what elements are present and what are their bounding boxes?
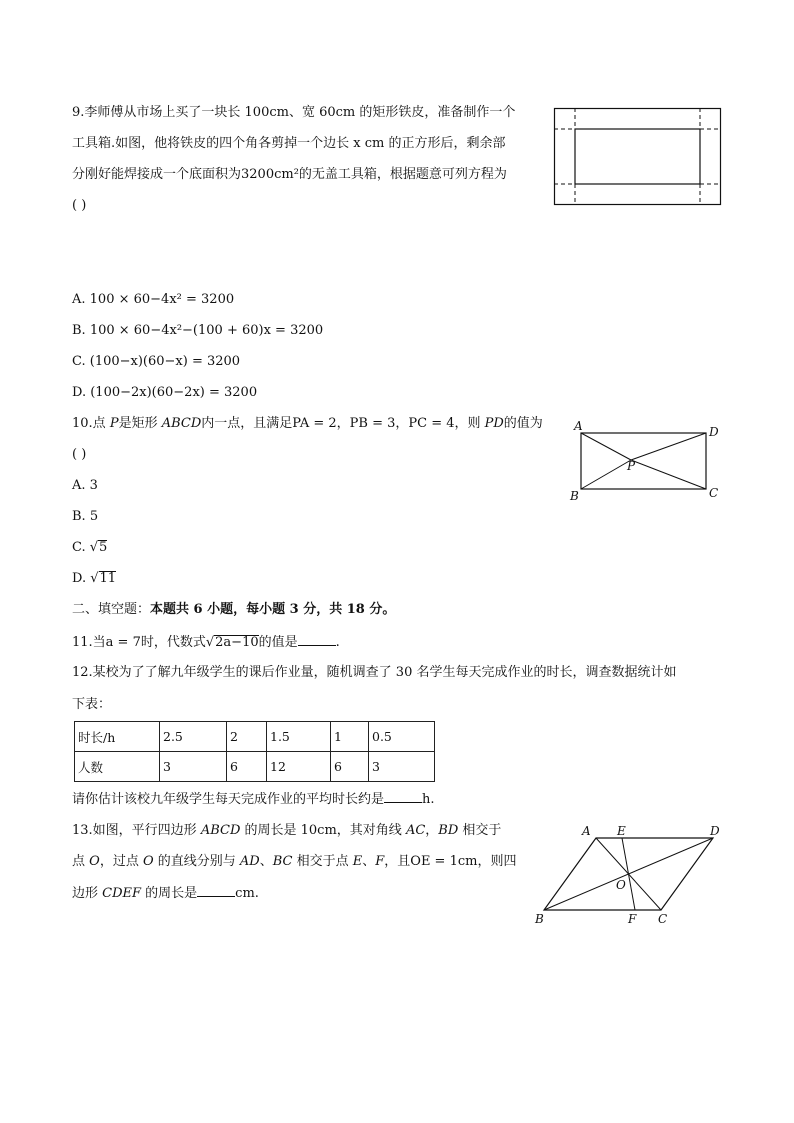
q9-option-a: A. 100 × 60−4x² = 3200 bbox=[72, 292, 235, 307]
q11-answer-blank bbox=[298, 633, 336, 646]
q11-suffix: 的值是 bbox=[258, 635, 298, 650]
q13-text: 、 bbox=[362, 854, 376, 869]
table-cell: 6 bbox=[227, 752, 267, 782]
q13-line-1 bbox=[72, 822, 501, 840]
q10-rect-abcd bbox=[581, 433, 706, 489]
q13-text: E bbox=[352, 854, 363, 869]
q10-option-c-radicand: 5 bbox=[99, 540, 108, 555]
table-row bbox=[75, 752, 435, 782]
q13-text: 13.如图，平行四边形 bbox=[72, 823, 201, 838]
q13-segment-ef bbox=[622, 838, 635, 910]
q10-option-c-prefix: C. bbox=[72, 540, 90, 555]
q13-text: O bbox=[142, 854, 154, 869]
q13-label-b: B bbox=[535, 912, 544, 926]
q13-text: ， bbox=[425, 823, 439, 838]
table-cell: 3 bbox=[160, 752, 227, 782]
q10-option-d-prefix: D. bbox=[72, 571, 91, 586]
q10-figure-rectangle bbox=[568, 418, 728, 508]
q13-text: BC bbox=[272, 854, 293, 869]
q13-text: CDEF bbox=[102, 886, 142, 901]
q10-segment-pc bbox=[631, 460, 706, 489]
q10-label-d: D bbox=[709, 425, 719, 439]
q10-stem-abcd: ABCD bbox=[161, 416, 202, 431]
q13-label-d: D bbox=[710, 824, 720, 838]
q13-figure-parallelogram bbox=[530, 820, 725, 930]
q9-line-1: 9.李师傅从市场上买了一块长 100cm、宽 60cm 的矩形铁皮，准备制作一个 bbox=[72, 105, 516, 120]
q13-text: 的直线分别与 bbox=[153, 854, 240, 869]
q13-text: 边形 bbox=[72, 886, 103, 901]
q12-line-2: 下表： bbox=[72, 697, 112, 712]
q9-line-2: 工具箱.如图，他将铁皮的四个角各剪掉一个边长 x cm 的正方形后，剩余部 bbox=[72, 136, 506, 151]
q10-label-a: A bbox=[574, 419, 583, 433]
q9-paren: ( ) bbox=[72, 198, 87, 213]
q10-segment-pa bbox=[581, 433, 631, 460]
q10-stem-mid2: 内一点，且满足PA = 2，PB = 3，PC = 4，则 bbox=[201, 416, 485, 431]
q13-label-e: E bbox=[617, 824, 626, 838]
table-cell: 6 bbox=[331, 752, 369, 782]
q10-option-d-radical: √ bbox=[90, 571, 99, 586]
q13-text: 相交于 bbox=[458, 823, 502, 838]
q13-text: F bbox=[375, 854, 385, 869]
q11-end: . bbox=[335, 635, 340, 650]
q10-option-c bbox=[72, 539, 107, 557]
table-cell: 2 bbox=[227, 722, 267, 752]
table-row bbox=[75, 722, 435, 752]
q11-stem bbox=[72, 633, 340, 652]
section-2-prefix: 二、填空题： bbox=[72, 602, 151, 617]
q10-stem bbox=[72, 415, 543, 433]
q13-text: 相交于点 bbox=[292, 854, 353, 869]
q10-label-b: B bbox=[570, 489, 579, 503]
q10-option-d-radicand: 11 bbox=[99, 571, 117, 586]
q10-option-c-radical: √ bbox=[89, 540, 99, 555]
q10-stem-pd: PD bbox=[484, 416, 504, 431]
q13-label-f: F bbox=[628, 912, 637, 926]
q13-text: BD bbox=[438, 823, 459, 838]
q13-text: ，且OE = 1cm，则四 bbox=[384, 854, 517, 869]
table-cell: 1 bbox=[331, 722, 369, 752]
table-cell: 人数 bbox=[75, 752, 160, 782]
q13-text: AD bbox=[239, 854, 260, 869]
q12-question bbox=[72, 790, 435, 809]
table-cell: 0.5 bbox=[369, 722, 435, 752]
q12-unit: h. bbox=[422, 792, 435, 807]
table-cell: 3 bbox=[369, 752, 435, 782]
q9-option-b: B. 100 × 60−4x²−(100 + 60)x = 3200 bbox=[72, 323, 324, 338]
q10-label-c: C bbox=[709, 486, 719, 500]
q11-radical: √ bbox=[205, 635, 215, 650]
q10-option-a: A. 3 bbox=[72, 478, 98, 493]
q12-line-1: 12.某校为了了解九年级学生的课后作业量，随机调查了 30 名学生每天完成作业的时长，调查数据统计如 bbox=[72, 665, 677, 680]
q13-label-a: A bbox=[582, 824, 591, 838]
q13-text: AC bbox=[405, 823, 426, 838]
q10-stem-mid1: 是矩形 bbox=[118, 416, 162, 431]
q10-stem-suffix: 的值为 bbox=[503, 416, 543, 431]
q13-text: 、 bbox=[259, 854, 273, 869]
q10-option-b: B. 5 bbox=[72, 509, 99, 524]
q13-answer-blank bbox=[197, 884, 235, 897]
q9-option-c: C. (100−x)(60−x) = 3200 bbox=[72, 354, 241, 369]
q10-option-d bbox=[72, 570, 116, 588]
q13-text: 的周长是 10cm，其对角线 bbox=[240, 823, 406, 838]
section-2-heading bbox=[72, 601, 395, 619]
q11-radicand: 2a−10 bbox=[215, 635, 259, 650]
q13-text: O bbox=[89, 854, 100, 869]
table-cell: 1.5 bbox=[267, 722, 331, 752]
q11-prefix: 11.当a = 7时，代数式 bbox=[72, 635, 206, 650]
q13-text: 点 bbox=[72, 854, 90, 869]
q10-paren: ( ) bbox=[72, 447, 87, 462]
q9-option-d: D. (100−2x)(60−2x) = 3200 bbox=[72, 385, 258, 400]
q12-data-table bbox=[74, 721, 435, 782]
q9-figure-sheet bbox=[554, 108, 722, 206]
table-cell: 时长/h bbox=[75, 722, 160, 752]
q10-stem-p: P bbox=[109, 416, 119, 431]
section-2-instructions: 本题共 6 小题，每小题 3 分，共 18 分。 bbox=[150, 602, 396, 617]
q9-line-3: 分刚好能焊接成一个底面积为3200cm²的无盖工具箱，根据题意可列方程为 bbox=[72, 167, 507, 182]
q13-label-o: O bbox=[616, 878, 626, 892]
q13-text: 的周长是 bbox=[141, 886, 198, 901]
q13-text: ，过点 bbox=[99, 854, 143, 869]
q13-line-3 bbox=[72, 884, 259, 903]
q13-label-c: C bbox=[658, 912, 668, 926]
q10-stem-prefix: 10.点 bbox=[72, 416, 110, 431]
q9-box-base bbox=[575, 129, 700, 184]
table-cell: 2.5 bbox=[160, 722, 227, 752]
q13-line-2 bbox=[72, 853, 516, 871]
q12-answer-blank bbox=[384, 790, 422, 803]
q9-sheet-outline bbox=[555, 109, 721, 205]
q10-label-p: P bbox=[627, 459, 636, 473]
q13-text: ABCD bbox=[200, 823, 241, 838]
q10-segment-pb bbox=[581, 460, 631, 489]
q12-question-text: 请你估计该校九年级学生每天完成作业的平均时长约是 bbox=[72, 792, 385, 807]
table-cell: 12 bbox=[267, 752, 331, 782]
q10-segment-pd bbox=[631, 433, 706, 460]
q9-cut-lines bbox=[554, 108, 721, 205]
q13-text: cm. bbox=[235, 886, 259, 901]
